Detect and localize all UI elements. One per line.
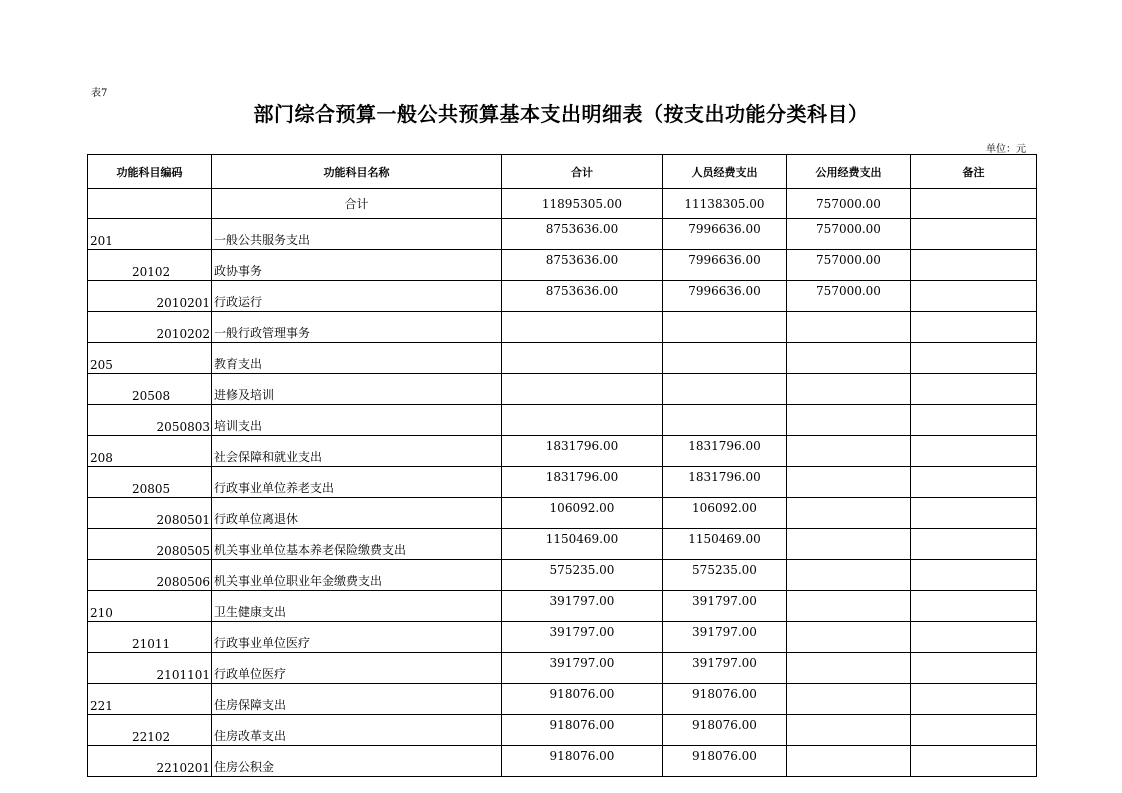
table-row bbox=[88, 219, 1037, 250]
name-cell: 行政事业单位养老支出 bbox=[212, 467, 502, 498]
expenditure-table bbox=[87, 154, 1037, 777]
public-cell bbox=[787, 498, 911, 529]
name-cell: 住房保障支出 bbox=[212, 684, 502, 715]
personnel-cell bbox=[663, 343, 787, 374]
note-cell bbox=[911, 467, 1037, 498]
personnel-cell: 391797.00 bbox=[663, 622, 787, 653]
name-cell: 机关事业单位基本养老保险缴费支出 bbox=[212, 529, 502, 560]
note-cell bbox=[911, 281, 1037, 312]
total-sum-cell: 11895305.00 bbox=[502, 189, 663, 219]
sum-cell: 8753636.00 bbox=[502, 219, 663, 250]
total-note-cell bbox=[911, 189, 1037, 219]
column-header-code: 功能科目编码 bbox=[88, 155, 212, 189]
public-cell bbox=[787, 312, 911, 343]
code-cell: 20508 bbox=[88, 374, 212, 405]
personnel-cell: 575235.00 bbox=[663, 560, 787, 591]
code-cell: 2101101 bbox=[88, 653, 212, 684]
table-row bbox=[88, 281, 1037, 312]
code-cell: 22102 bbox=[88, 715, 212, 746]
personnel-cell bbox=[663, 405, 787, 436]
note-cell bbox=[911, 715, 1037, 746]
table-row bbox=[88, 746, 1037, 777]
page-title: 部门综合预算一般公共预算基本支出明细表（按支出功能分类科目） bbox=[253, 102, 869, 126]
column-header-public: 公用经费支出 bbox=[787, 155, 911, 189]
public-cell: 757000.00 bbox=[787, 281, 911, 312]
public-cell bbox=[787, 560, 911, 591]
sum-cell bbox=[502, 374, 663, 405]
total-label-cell: 合计 bbox=[212, 189, 502, 219]
personnel-cell bbox=[663, 312, 787, 343]
note-cell bbox=[911, 622, 1037, 653]
note-cell bbox=[911, 374, 1037, 405]
table-row bbox=[88, 715, 1037, 746]
note-cell bbox=[911, 498, 1037, 529]
code-cell: 2080506 bbox=[88, 560, 212, 591]
name-cell: 社会保障和就业支出 bbox=[212, 436, 502, 467]
sum-cell: 1150469.00 bbox=[502, 529, 663, 560]
total-row bbox=[88, 189, 1037, 219]
public-cell bbox=[787, 591, 911, 622]
code-cell: 2210201 bbox=[88, 746, 212, 777]
code-cell: 21011 bbox=[88, 622, 212, 653]
note-cell bbox=[911, 591, 1037, 622]
code-cell: 2010201 bbox=[88, 281, 212, 312]
note-cell bbox=[911, 529, 1037, 560]
table-row bbox=[88, 622, 1037, 653]
code-cell: 20102 bbox=[88, 250, 212, 281]
note-cell bbox=[911, 436, 1037, 467]
sum-cell: 918076.00 bbox=[502, 746, 663, 777]
personnel-cell: 391797.00 bbox=[663, 591, 787, 622]
note-cell bbox=[911, 560, 1037, 591]
table-row bbox=[88, 467, 1037, 498]
table-number-label: 表7 bbox=[91, 88, 108, 99]
personnel-cell: 7996636.00 bbox=[663, 219, 787, 250]
code-cell: 208 bbox=[88, 436, 212, 467]
note-cell bbox=[911, 250, 1037, 281]
code-cell: 2050803 bbox=[88, 405, 212, 436]
table-row bbox=[88, 529, 1037, 560]
total-public-cell: 757000.00 bbox=[787, 189, 911, 219]
public-cell bbox=[787, 653, 911, 684]
name-cell: 培训支出 bbox=[212, 405, 502, 436]
name-cell: 行政单位医疗 bbox=[212, 653, 502, 684]
public-cell bbox=[787, 746, 911, 777]
name-cell: 行政运行 bbox=[212, 281, 502, 312]
sum-cell bbox=[502, 343, 663, 374]
table-row bbox=[88, 405, 1037, 436]
personnel-cell: 1150469.00 bbox=[663, 529, 787, 560]
sum-cell: 918076.00 bbox=[502, 715, 663, 746]
sum-cell: 391797.00 bbox=[502, 653, 663, 684]
sum-cell: 391797.00 bbox=[502, 591, 663, 622]
sum-cell: 1831796.00 bbox=[502, 467, 663, 498]
note-cell bbox=[911, 312, 1037, 343]
note-cell bbox=[911, 684, 1037, 715]
code-cell: 2080505 bbox=[88, 529, 212, 560]
note-cell bbox=[911, 343, 1037, 374]
table-row bbox=[88, 560, 1037, 591]
code-cell: 221 bbox=[88, 684, 212, 715]
public-cell: 757000.00 bbox=[787, 250, 911, 281]
personnel-cell: 918076.00 bbox=[663, 715, 787, 746]
public-cell bbox=[787, 715, 911, 746]
unit-label: 单位：元 bbox=[986, 144, 1026, 155]
table-row bbox=[88, 436, 1037, 467]
personnel-cell: 391797.00 bbox=[663, 653, 787, 684]
public-cell bbox=[787, 343, 911, 374]
name-cell: 一般公共服务支出 bbox=[212, 219, 502, 250]
sum-cell: 1831796.00 bbox=[502, 436, 663, 467]
sum-cell: 8753636.00 bbox=[502, 281, 663, 312]
code-cell: 205 bbox=[88, 343, 212, 374]
name-cell: 教育支出 bbox=[212, 343, 502, 374]
code-cell: 2010202 bbox=[88, 312, 212, 343]
table-row bbox=[88, 374, 1037, 405]
sum-cell bbox=[502, 405, 663, 436]
name-cell: 卫生健康支出 bbox=[212, 591, 502, 622]
table-row bbox=[88, 250, 1037, 281]
name-cell: 一般行政管理事务 bbox=[212, 312, 502, 343]
name-cell: 进修及培训 bbox=[212, 374, 502, 405]
note-cell bbox=[911, 746, 1037, 777]
sum-cell: 391797.00 bbox=[502, 622, 663, 653]
personnel-cell: 7996636.00 bbox=[663, 250, 787, 281]
sum-cell: 575235.00 bbox=[502, 560, 663, 591]
code-cell: 201 bbox=[88, 219, 212, 250]
public-cell bbox=[787, 684, 911, 715]
personnel-cell: 1831796.00 bbox=[663, 436, 787, 467]
note-cell bbox=[911, 219, 1037, 250]
personnel-cell: 918076.00 bbox=[663, 746, 787, 777]
sum-cell bbox=[502, 312, 663, 343]
column-header-personnel: 人员经费支出 bbox=[663, 155, 787, 189]
table-row bbox=[88, 343, 1037, 374]
total-personnel-cell: 11138305.00 bbox=[663, 189, 787, 219]
table-row bbox=[88, 653, 1037, 684]
sum-cell: 918076.00 bbox=[502, 684, 663, 715]
total-code-cell bbox=[88, 189, 212, 219]
public-cell bbox=[787, 529, 911, 560]
column-header-note: 备注 bbox=[911, 155, 1037, 189]
column-header-sum: 合计 bbox=[502, 155, 663, 189]
name-cell: 行政单位离退休 bbox=[212, 498, 502, 529]
public-cell bbox=[787, 374, 911, 405]
public-cell bbox=[787, 467, 911, 498]
table-row bbox=[88, 684, 1037, 715]
personnel-cell: 7996636.00 bbox=[663, 281, 787, 312]
table-row bbox=[88, 591, 1037, 622]
personnel-cell: 918076.00 bbox=[663, 684, 787, 715]
name-cell: 住房改革支出 bbox=[212, 715, 502, 746]
code-cell: 20805 bbox=[88, 467, 212, 498]
sum-cell: 106092.00 bbox=[502, 498, 663, 529]
public-cell bbox=[787, 405, 911, 436]
personnel-cell: 106092.00 bbox=[663, 498, 787, 529]
code-cell: 2080501 bbox=[88, 498, 212, 529]
name-cell: 机关事业单位职业年金缴费支出 bbox=[212, 560, 502, 591]
code-cell: 210 bbox=[88, 591, 212, 622]
note-cell bbox=[911, 405, 1037, 436]
name-cell: 行政事业单位医疗 bbox=[212, 622, 502, 653]
public-cell bbox=[787, 436, 911, 467]
public-cell: 757000.00 bbox=[787, 219, 911, 250]
note-cell bbox=[911, 653, 1037, 684]
public-cell bbox=[787, 622, 911, 653]
personnel-cell bbox=[663, 374, 787, 405]
column-header-name: 功能科目名称 bbox=[212, 155, 502, 189]
name-cell: 住房公积金 bbox=[212, 746, 502, 777]
sum-cell: 8753636.00 bbox=[502, 250, 663, 281]
personnel-cell: 1831796.00 bbox=[663, 467, 787, 498]
name-cell: 政协事务 bbox=[212, 250, 502, 281]
table-row bbox=[88, 312, 1037, 343]
table-row bbox=[88, 498, 1037, 529]
table-header-row bbox=[88, 155, 1037, 189]
